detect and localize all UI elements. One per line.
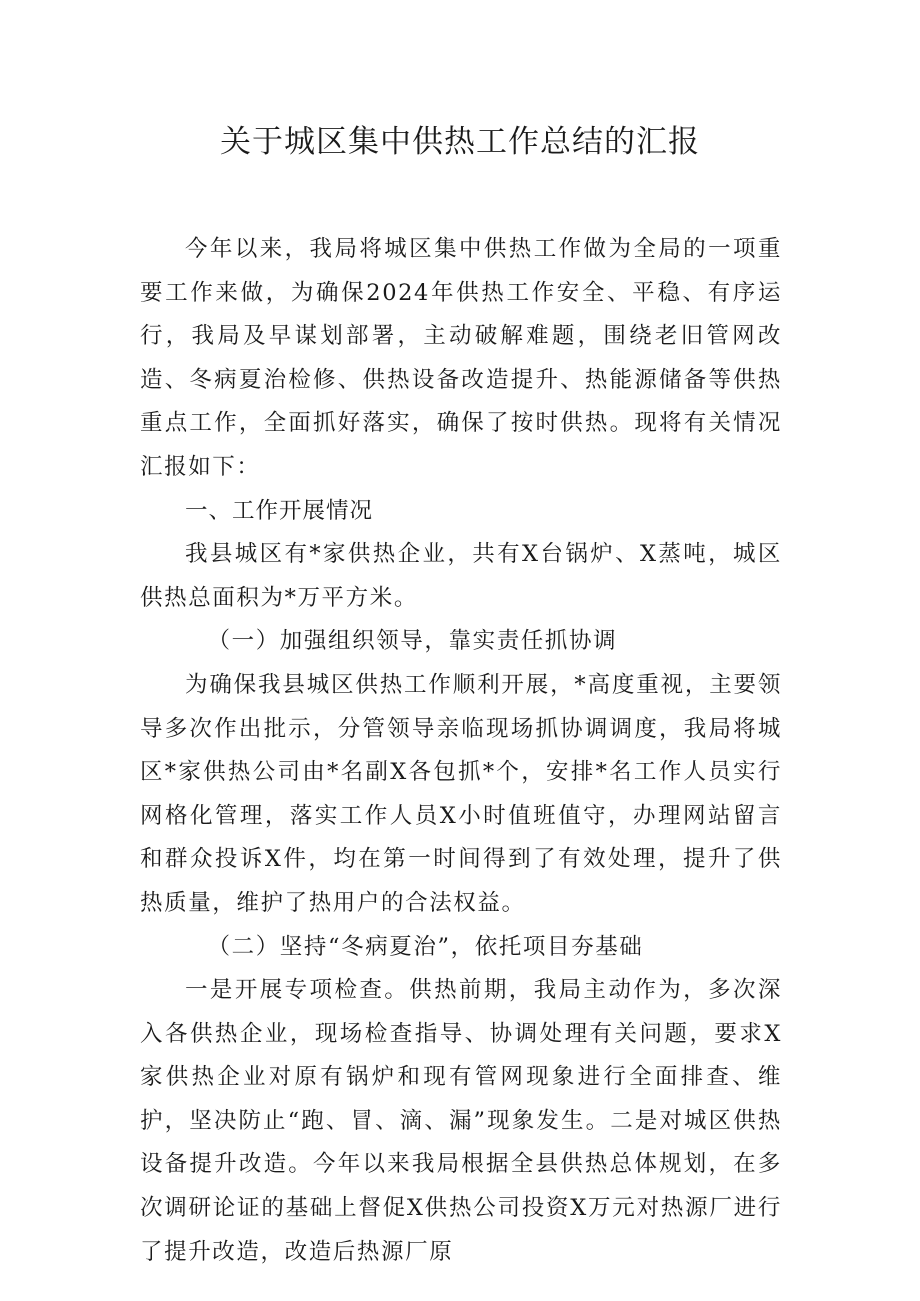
document-body <box>140 228 782 1274</box>
section-heading-work-progress: 一、工作开展情况 <box>185 497 374 524</box>
overview-paragraph: 我县城区有*家供热企业，共有X台锅炉、X蒸吨，城区供热总面积为*万平方米。 <box>140 541 782 611</box>
inspection-paragraph: 一是开展专项检查。供热前期，我局主动作为，多次深入各供热企业，现场检查指导、协调处理有关问题，要求X家供热企业对原有锅炉和现有管网现象进行全面排查、维护，坚决防止“跑、冒、滴、漏”现象发生。二是对城区供热设备提升改造。今年以来我局根据全县供热总体规划，在多次调研论证的基础上督促X供热公司投资X万元对热源厂进行了提升改造，改造后热源厂原 <box>140 977 782 1265</box>
document-title: 关于城区集中供热工作总结的汇报 <box>220 124 700 160</box>
intro-paragraph: 今年以来，我局将城区集中供热工作做为全局的一项重要工作来做，为确保2024年供热工作安全、平稳、有序运行，我局及早谋划部署，主动破解难题，围绕老旧管网改造、冬病夏治检修、供热设备改造提升、热能源储备等供热重点工作，全面抓好落实，确保了按时供热。现将有关情况汇报如下： <box>140 236 782 480</box>
subsection-heading-organization: （一）加强组织领导，靠实责任抓协调 <box>207 628 618 655</box>
subsection-heading-winter-summer: （二）坚持“冬病夏治”，依托项目夯基础 <box>207 933 644 960</box>
organization-paragraph: 为确保我县城区供热工作顺利开展，*高度重视，主要领导多次作出批示，分管领导亲临现场抓协调调度，我局将城区*家供热公司由*名副X各包抓*个，安排*名工作人员实行网格化管理，落实工作人员X小时值班值守，办理网站留言和群众投诉X件，均在第一时间得到了有效处理，提升了供热质量，维护了热用户的合法权益。 <box>140 671 782 916</box>
